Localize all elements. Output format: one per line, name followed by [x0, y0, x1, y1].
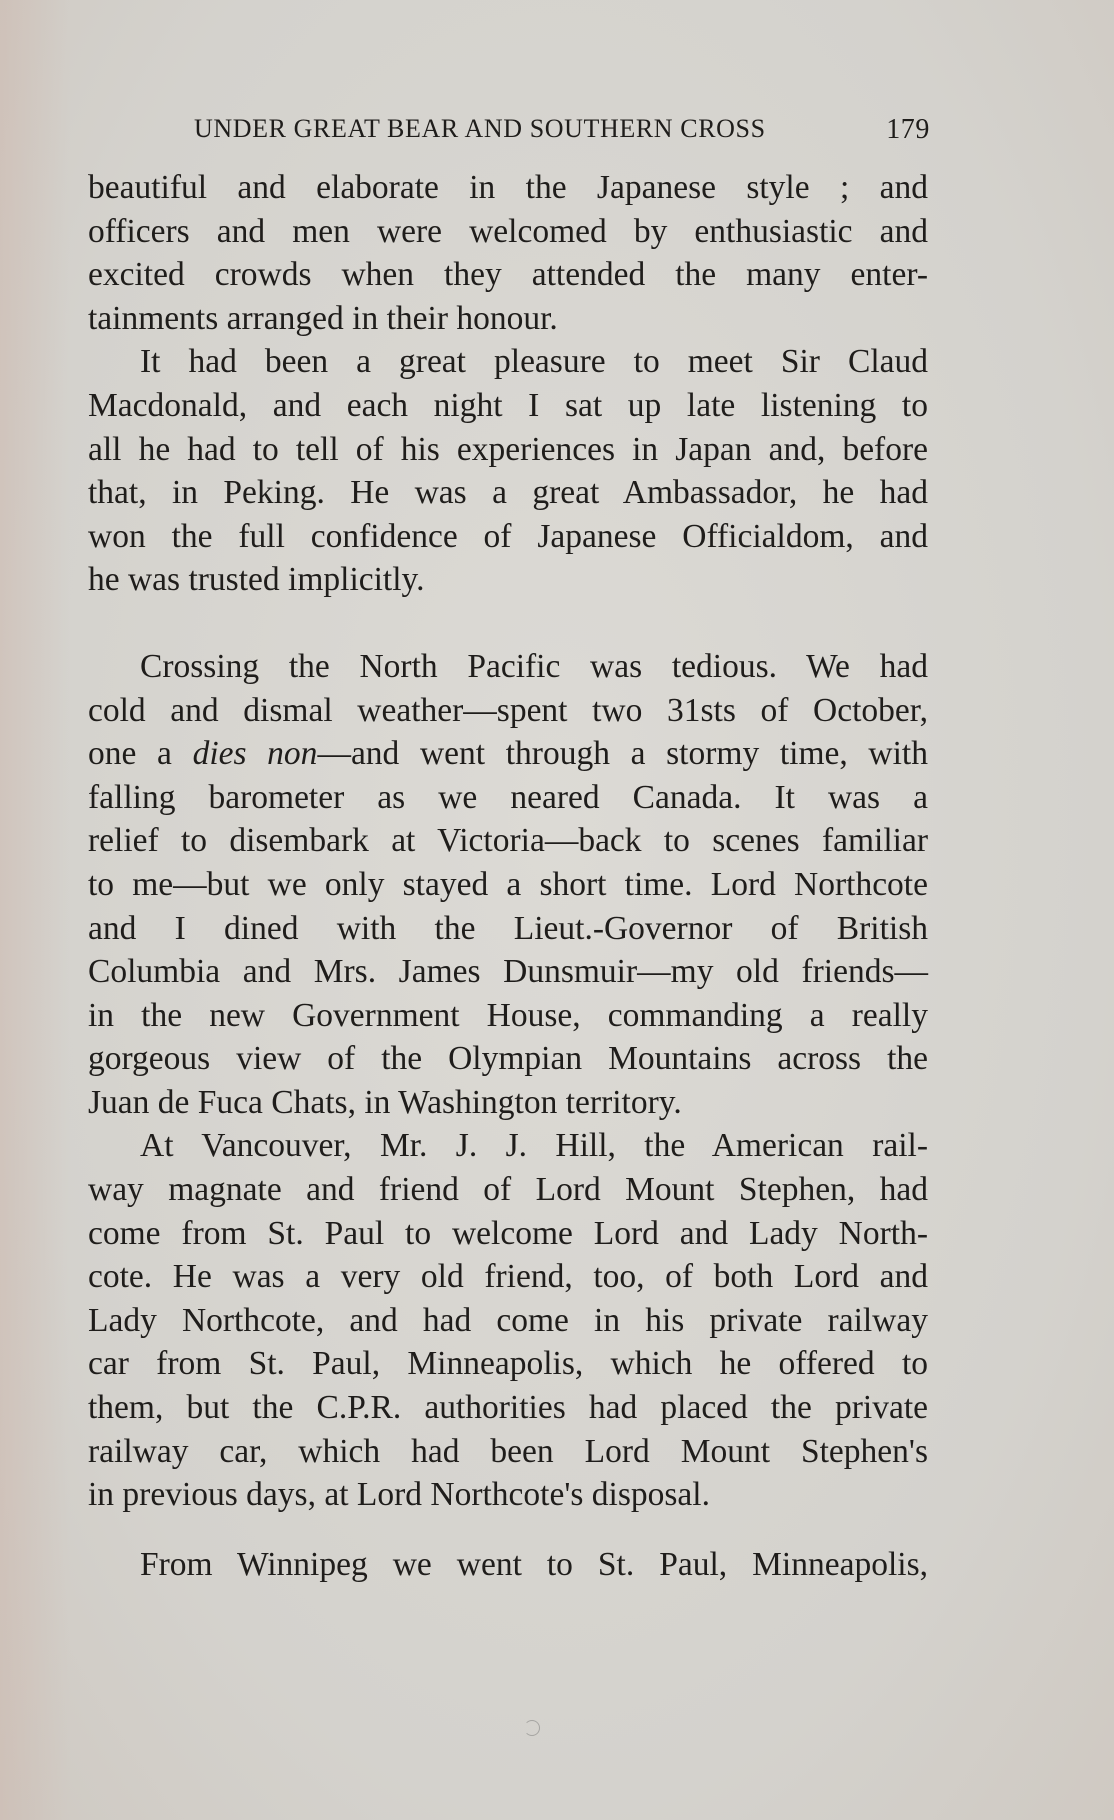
- text-line: railway car, which had been Lord Mount Stephen's: [88, 1432, 928, 1470]
- text-fragment: —and went through a stormy time, with: [317, 735, 928, 773]
- text-line: in previous days, at Lord Northcote's disposal.: [88, 1476, 710, 1514]
- text-line: that, in Peking. He was a great Ambassador, he had: [88, 474, 928, 512]
- page-edge-shadow: [0, 0, 70, 1820]
- italic-phrase: dies non: [192, 735, 318, 773]
- text-line: cote. He was a very old friend, too, of both Lord and: [88, 1258, 928, 1296]
- text-line: Juan de Fuca Chats, in Washington territory.: [88, 1083, 682, 1121]
- text-line: falling barometer as we neared Canada. It was a: [88, 778, 928, 816]
- running-head: [194, 114, 930, 148]
- text-line: From Winnipeg we went to St. Paul, Minneapolis,: [140, 1545, 928, 1583]
- text-fragment: one a: [88, 735, 193, 773]
- text-line: he was trusted implicitly.: [88, 561, 425, 599]
- text-line: in the new Government House, commanding a really: [88, 996, 928, 1034]
- text-line: way magnate and friend of Lord Mount Stephen, had: [88, 1171, 928, 1209]
- paper-blemish: [524, 1720, 540, 1736]
- text-line: relief to disembark at Victoria—back to scenes familiar: [88, 822, 928, 860]
- text-line: beautiful and elaborate in the Japanese style ; and: [88, 169, 928, 206]
- text-line: and I dined with the Lieut.-Governor of British: [88, 909, 928, 947]
- text-line: won the full confidence of Japanese Officialdom, and: [88, 517, 928, 555]
- text-line: gorgeous view of the Olympian Mountains across the: [88, 1040, 928, 1078]
- text-line: It had been a great pleasure to meet Sir Claud: [140, 343, 928, 381]
- body-text: [88, 166, 928, 1586]
- text-line: At Vancouver, Mr. J. J. Hill, the American rail-: [140, 1127, 928, 1165]
- text-line: cold and dismal weather—spent two 31sts of October,: [88, 691, 928, 729]
- text-line: Columbia and Mrs. James Dunsmuir—my old friends—: [88, 953, 928, 991]
- text-line: come from St. Paul to welcome Lord and Lady North-: [88, 1214, 928, 1252]
- text-line: car from St. Paul, Minneapolis, which he offered to: [88, 1345, 928, 1383]
- text-line: all he had to tell of his experiences in Japan and, before: [88, 430, 928, 468]
- running-head-title: UNDER GREAT BEAR AND SOUTHERN CROSS: [194, 114, 766, 143]
- text-line: Crossing the North Pacific was tedious. We had: [140, 647, 928, 685]
- text-line: Lady Northcote, and had come in his private railway: [88, 1301, 928, 1339]
- text-line: [88, 732, 928, 776]
- text-line: to me—but we only stayed a short time. Lord Northcote: [88, 865, 928, 903]
- text-line: Macdonald, and each night I sat up late listening to: [88, 386, 928, 424]
- page-number: 179: [886, 114, 930, 145]
- text-line: tainments arranged in their honour.: [88, 299, 558, 337]
- text-line: them, but the C.P.R. authorities had placed the private: [88, 1389, 928, 1427]
- text-line: officers and men were welcomed by enthusiastic and: [88, 212, 928, 250]
- text-line: excited crowds when they attended the many enter-: [88, 256, 928, 294]
